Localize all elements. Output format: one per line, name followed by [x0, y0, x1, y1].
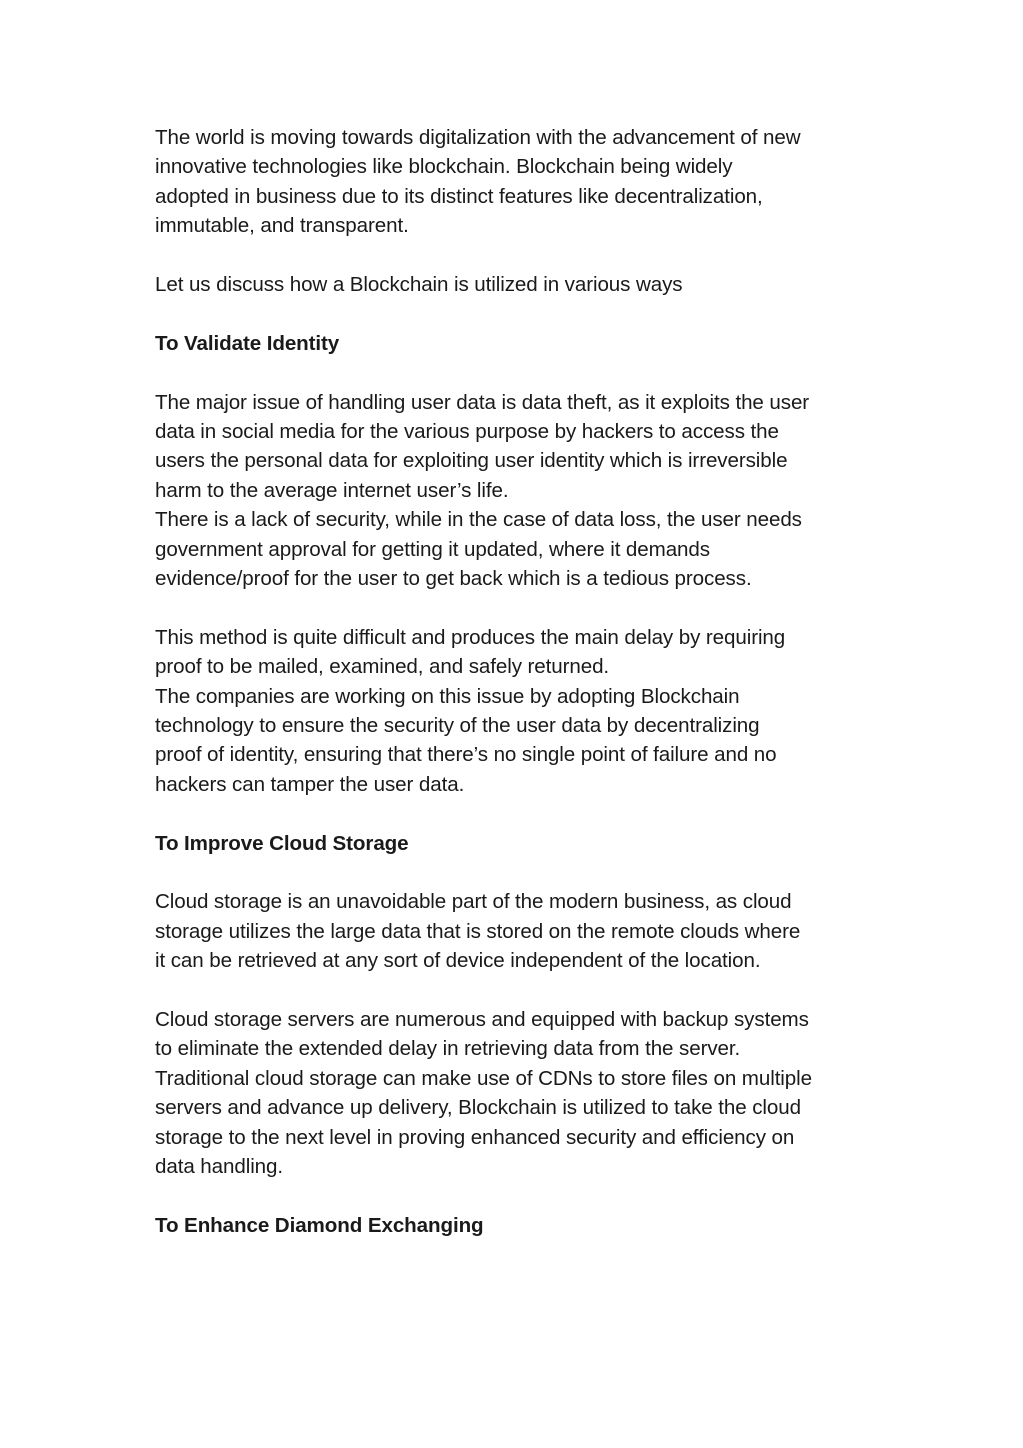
text-line: immutable, and transparent.	[155, 214, 409, 238]
text-line: data handling.	[155, 1155, 283, 1179]
section-heading-diamond-exchanging: To Enhance Diamond Exchanging	[155, 1213, 484, 1237]
text-line: This method is quite difficult and produces the main delay by requiring	[155, 625, 786, 649]
text-line: it can be retrieved at any sort of device independent of the location.	[155, 949, 761, 973]
text-line: Let us discuss how a Blockchain is utilized in various ways	[155, 273, 683, 297]
text-line: adopted in business due to its distinct features like decentralization,	[155, 184, 763, 208]
text-line: Traditional cloud storage can make use of CDNs to store files on multiple	[155, 1066, 812, 1090]
identity-paragraph-1	[155, 388, 875, 506]
text-line: The major issue of handling user data is data theft, as it exploits the user	[155, 390, 810, 414]
cloud-paragraph-1	[155, 887, 875, 975]
text-line: hackers can tamper the user data.	[155, 772, 465, 796]
text-line: data in social media for the various purpose by hackers to access the	[155, 420, 779, 444]
text-line: innovative technologies like blockchain. Blockchain being widely	[155, 155, 733, 179]
lead-paragraph	[155, 270, 875, 299]
text-line: The world is moving towards digitalization with the advancement of new	[155, 126, 801, 149]
text-line: storage to the next level in proving enhanced security and efficiency on	[155, 1125, 795, 1149]
text-line: technology to ensure the security of the user data by decentralizing	[155, 714, 760, 738]
section-heading-cloud-storage: To Improve Cloud Storage	[155, 831, 409, 855]
text-line: government approval for getting it updated, where it demands	[155, 537, 710, 561]
text-line: There is a lack of security, while in the case of data loss, the user needs	[155, 508, 802, 532]
text-line: The companies are working on this issue by adopting Blockchain	[155, 684, 740, 708]
text-line: proof to be mailed, examined, and safely returned.	[155, 655, 610, 679]
text-line: Cloud storage servers are numerous and equipped with backup systems	[155, 1008, 809, 1032]
text-line: harm to the average internet user’s life.	[155, 478, 509, 502]
text-line: proof of identity, ensuring that there’s no single point of failure and no	[155, 743, 777, 767]
text-line: Cloud storage is an unavoidable part of the modern business, as cloud	[155, 890, 792, 914]
document-body	[155, 123, 875, 1270]
identity-paragraph-2	[155, 505, 875, 593]
section-heading-validate-identity: To Validate Identity	[155, 331, 340, 355]
identity-paragraph-4	[155, 682, 875, 800]
text-line: servers and advance up delivery, Blockchain is utilized to take the cloud	[155, 1096, 801, 1120]
cloud-paragraph-2	[155, 1005, 875, 1181]
text-line: to eliminate the extended delay in retrieving data from the server.	[155, 1037, 741, 1061]
identity-paragraph-3	[155, 623, 875, 682]
text-line: storage utilizes the large data that is stored on the remote clouds where	[155, 919, 801, 943]
text-line: users the personal data for exploiting user identity which is irreversible	[155, 449, 788, 473]
text-line: evidence/proof for the user to get back which is a tedious process.	[155, 567, 752, 591]
intro-paragraph	[155, 123, 875, 241]
